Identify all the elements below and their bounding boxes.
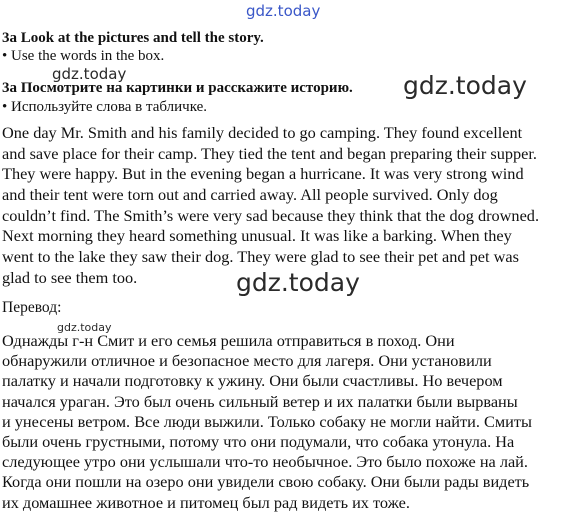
exercise-heading-ru: 3а Посмотрите на картинки и расскажите историю. bbox=[2, 80, 353, 96]
translation-label: Перевод: bbox=[2, 299, 62, 316]
watermark-second: gdz.today bbox=[52, 65, 127, 83]
story-ru-line: их домашнее животное и питомец был рад видеть их тоже. bbox=[2, 492, 410, 512]
watermark-fourth: gdz.today bbox=[236, 268, 360, 297]
story-en-line: went to the lake they saw their dog. They were glad to see their pet and pet was bbox=[2, 247, 519, 267]
story-en-line: One day Mr. Smith and his family decided to go camping. They found excellent bbox=[2, 123, 523, 142]
story-en-line: Next morning they heard something unusual. It was like a barking. When they bbox=[2, 226, 512, 246]
story-ru-line: Однажды г-н Смит и его семья решила отправиться в поход. Они bbox=[2, 331, 455, 350]
story-en-line: couldn’t find. The Smith’s were very sad because they think that the dog drowned. bbox=[2, 205, 540, 225]
story-ru-line: палатку и начали подготовку к ужину. Они были счастливы. Но вечером bbox=[2, 371, 503, 391]
story-ru-line: были очень грустными, потому что они подумали, что собака утонула. На bbox=[2, 431, 515, 451]
story-en-line: and their tent were torn out and carried away. All people survived. Only dog bbox=[2, 185, 498, 205]
story-en-line: and save place for their camp. They tied the tent and began preparing their supper. bbox=[2, 143, 537, 163]
watermark-fifth: gdz.today bbox=[57, 321, 112, 334]
story-en-line: glad to see them too. bbox=[2, 267, 138, 287]
story-ru-line: Когда они пошли на озеро они увидели свою собаку. Они были рады видеть bbox=[2, 472, 530, 492]
story-ru-line: начался ураган. Это был очень сильный ветер и их палатки были вырваны bbox=[2, 391, 518, 411]
watermark-top: gdz.today bbox=[246, 2, 321, 20]
story-ru-line: обнаружили отличное и безопасное место для лагеря. Они установили bbox=[2, 351, 492, 371]
story-english bbox=[2, 123, 539, 289]
story-russian bbox=[2, 331, 532, 513]
exercise-bullet-ru: • Используйте слова в табличке. bbox=[2, 99, 208, 115]
exercise-bullet-en: • Use the words in the box. bbox=[2, 48, 165, 64]
story-en-line: They were happy. But in the evening began a hurricane. It was very strong wind bbox=[2, 164, 524, 184]
watermark-third: gdz.today bbox=[403, 71, 527, 100]
story-ru-line: следующее утро они услышали что-то необычное. Это было похоже на лай. bbox=[2, 452, 528, 472]
exercise-heading-en: 3a Look at the pictures and tell the story. bbox=[2, 30, 264, 46]
story-ru-line: и унесены ветром. Все люди выжили. Только собаку не могли найти. Смиты bbox=[2, 411, 532, 431]
